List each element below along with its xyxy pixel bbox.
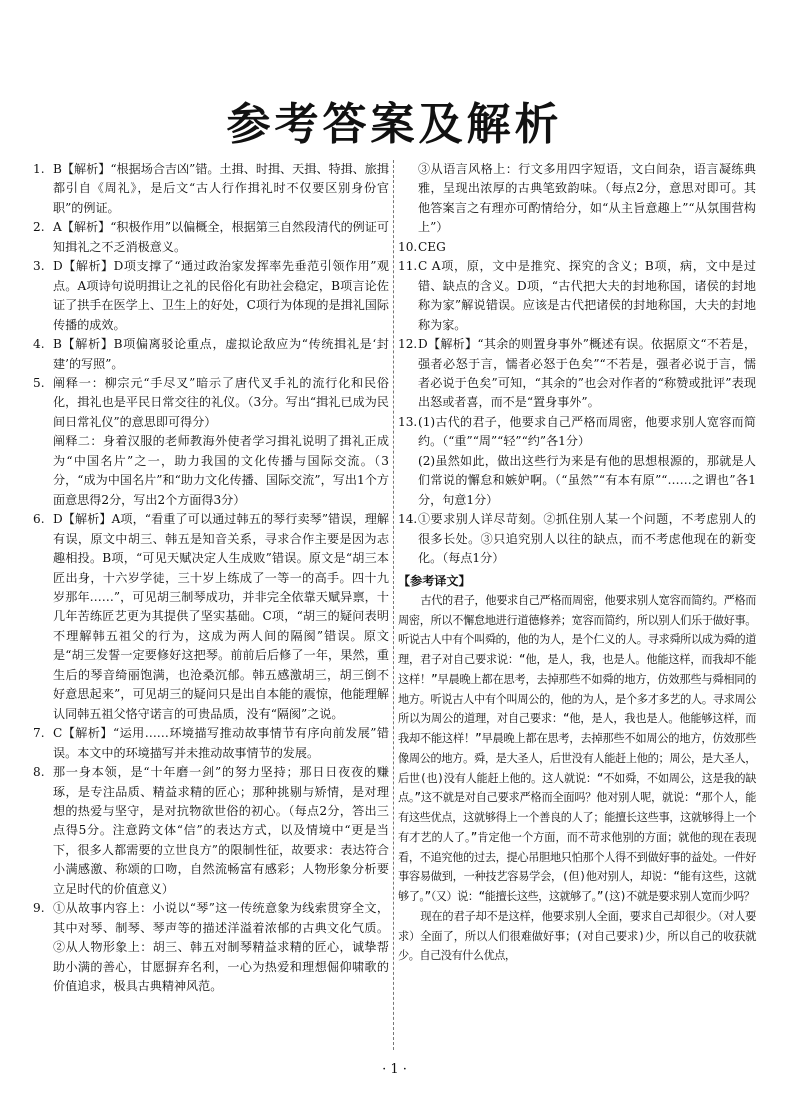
item-text: CEG	[418, 239, 446, 254]
answer-item	[398, 160, 756, 238]
left-column	[33, 160, 389, 996]
item-text: 那一身本领，是“十年磨一剑”的努力坚持；那日日夜夜的赚琢，是专注品质、精益求精的匠心；那种挑剔与矫情，是对理想的热爱与坚守，是对抗物欲世俗的初心。（每点2分，答出三点得5分。注意跨文体“信”的表达方式，以及情境中“更是当下，很多人都需要的立世良方”的限制性征，故要求：表达符合小满感激、称颂的口吻，自然流畅富有感彩；人物形象分析要立足时代的价值意义）	[53, 765, 389, 896]
answer-item	[398, 413, 756, 452]
right-column	[398, 160, 756, 966]
item-number: 5.	[33, 375, 45, 390]
answer-item	[33, 432, 389, 510]
page-title: 参考答案及解析	[226, 99, 563, 150]
item-number: 13.	[398, 414, 418, 429]
item-text: C A项，原，文中是推究、探究的含义；B项，病，文中是过错、缺点的含义。D项，“古代把大夫的封地称国，诸侯的封地称为家”解说错误。应该是古代把诸侯的封地称国，大夫的封地称为家。	[418, 259, 756, 332]
translation-paragraph: 古代的君子，他要求自己严格而周密，他要求别人宽容而简约。严格而周密，所以不懈怠地进行道德修养；宽容而简约，所以别人们乐于做好事。听说古人中有个叫舜的，他的为人，是个仁义的人。寻求舜所以成为舜的道理，君子对自己要求说：“他，是人，我，也是人。他能这样，而我却不能这样！”早晨晚上都在思考，去掉那些不如舜的地方，仿效那些与舜相同的地方。听说古人中有个叫周公的，他的为人，是个多才多艺的人。寻求周公所以为周公的道理，对自己要求：“他，是人，我也是人。他能够这样，而我却不能这样！”早晨晚上都在思考，去掉那些不如周公的地方，仿效那些像周公的地方。舜，是大圣人，后世没有人能赶上他的；周公，是大圣人，后世(也)没有人能赶上他的。这人就说：“不如舜，不如周公，这是我的缺点。”这不就是对自己要求严格而全面吗？他对别人呢，就说：“那个人，能有这些优点，这就够得上一个善良的人了；能擅长这些事，这就够得上一个有才艺的人了。”肯定他一个方面，而不苛求他别的方面；就他的现在表现看，不追究他的过去，提心吊胆地只怕那个人得不到做好事的益处。一件好事容易做到，一种技艺容易学会，(但)他对别人，却说：“能有这些，这就够了。”（又）说：“能擅长这些，这就够了。”(这)不就是要求别人宽而少吗？	[398, 593, 756, 904]
item-number: 8.	[33, 765, 45, 780]
item-text: ①从故事内容上：小说以“琴”这一传统意象为线索贯穿全文，其中对琴、制琴、琴声等的描述洋溢着浓郁的古典文化气质。②从人物形象上：胡三、韩五对制琴精益求精的匠心，诚挚帮助小满的善心，甘愿摒弃名利，一心为热爱和理想倔仰啸歌的价值追求，极具古典精神风范。	[53, 901, 389, 994]
answer-item	[33, 510, 389, 724]
item-text: D【解析】D项支撑了“通过政治家发挥率先垂范引领作用”观点。A项诗句说明揖让之礼的民俗化有助社会稳定，B项言论佐证了拱手在医学上、卫生上的好处，C项行为体现的是揖礼国际传播的成效。	[53, 259, 389, 332]
item-text: ③从语言风格上：行文多用四字短语，文白间杂，语言凝练典雅，呈现出浓厚的古典笔致韵味。（每点2分，意思对即可。其他答案言之有理亦可酌情给分，如“从主旨意趣上”“从氛围营构上”）	[418, 162, 756, 235]
answer-item	[398, 257, 756, 335]
item-text: 阐释二：身着汉服的老师教海外使者学习揖礼说明了揖礼正成为“中国名片”之一，助力我国的文化传播与国际交流。（3分，“成为中国名片”和“助力文化传播、国际交流”，写出1个方面意思得2分，写出2个方面得3分）	[53, 434, 389, 507]
reference-translation-heading: 【参考译文】	[398, 573, 471, 588]
item-text: A【解析】“积极作用”以偏概全，根据第三自然段清代的例证可知揖礼之不乏消极意义。	[53, 220, 389, 254]
item-number: 2.	[33, 220, 45, 235]
item-number: 7.	[33, 726, 45, 741]
item-number: 11.	[398, 259, 418, 274]
column-divider	[393, 160, 394, 1050]
item-number: 1.	[33, 162, 45, 176]
answer-item	[33, 335, 389, 374]
item-number: 6.	[33, 512, 45, 527]
answer-item	[33, 218, 389, 257]
item-text: C【解析】“运用……环境描写推动故事情节有序向前发展”错误。本文中的环境描写并未推动故事情节的发展。	[53, 726, 389, 760]
answer-item	[398, 452, 756, 510]
answer-item	[398, 238, 756, 257]
item-text: D【解析】“其余的则置身事外”概述有误。依据原文“不若是，强者必怒于言，懦者必怒于色矣”“不若是，强者必说于言，懦者必说于色矣”可知，“其余的”也会对作者的“称赞或批评”表现出怒或者喜，而不是“置身事外”。	[418, 337, 756, 410]
item-number: 14.	[398, 512, 418, 527]
item-text: (1)古代的君子，他要求自己严格而周密，他要求别人宽容而简约。（“重”“周”“轻”“约”各1分）	[418, 414, 756, 449]
answer-item	[33, 899, 389, 996]
answer-item	[33, 160, 389, 218]
item-number: 10.	[398, 239, 418, 254]
answer-item	[33, 763, 389, 899]
answer-item	[398, 510, 756, 568]
item-text: 阐释一：柳宗元“手尽叉”暗示了唐代叉手礼的流行化和民俗化，揖礼也是平民日常交往的礼仪。（3分。写出“揖礼已成为民间日常礼仪”的意思即可得分）	[53, 375, 389, 429]
answer-item	[33, 257, 389, 335]
answer-item	[33, 724, 389, 763]
item-text: B【解析】B项偏离驳论重点，虚拟论敌应为“传统揖礼是‘封建’的写照”。	[53, 337, 389, 371]
item-number: 3.	[33, 259, 45, 274]
item-number: 12.	[398, 337, 418, 352]
item-text: (2)虽然如此，做出这些行为来是有他的思想根源的，那就是人们常说的懈怠和嫉妒啊。（“虽然”“有本有原”“……之谓也”各1分，句意1分）	[418, 453, 756, 507]
item-text: D【解析】A项，“看重了可以通过韩五的琴行卖琴”错误，理解有误，原文中胡三、韩五是知音关系，寻求合作主要是因为志趣相投。B项，“可见天赋决定人生成败”错误。原文是“胡三本匠出身，十六岁学徒，三十岁上练成了一等一的高手。四十九岁那年……”，可见胡三制琴成功，并非完全依靠天赋异禀，十几年苦练匠艺更为其提供了坚实基础。C项，“胡三的疑问表明不理解韩五祖父的行为，这成为两人间的隔阂”错误。原文是“胡三发誓一定要修好这把琴。前前后后修了一年，果然，重生后的琴音绮丽饱满，也沧桑沉郁。韩五感激胡三，胡三倒不好意思起来”，可见胡三的疑问只是出自本能的震惊，他能理解认同韩五祖父恪守诺言的可贵品质，没有“隔阂”之说。	[53, 512, 389, 721]
item-number: 9.	[33, 901, 45, 916]
answer-item	[33, 374, 389, 432]
page-number: · 1 ·	[382, 1062, 407, 1077]
item-text: B【解析】“根据场合吉凶”错。土揖、时揖、天揖、特揖、旅揖都引自《周礼》，是后文“古人行作揖礼时不仅要区别身份官职”的例证。	[53, 162, 389, 215]
answer-item	[398, 335, 756, 413]
translation-paragraph: 现在的君子却不是这样，他要求别人全面，要求自己却很少。（对人要求）全面了，所以人们很难做好事；(对自己要求)少，所以自己的收获就少。自己没有什么优点，	[398, 909, 756, 963]
item-number: 4.	[33, 337, 45, 352]
item-text: ①要求别人详尽苛刻。②抓住别人某一个问题，不考虑别人的很多长处。③只追究别人以往的缺点，而不考虑他现在的新变化。（每点1分）	[418, 512, 756, 566]
